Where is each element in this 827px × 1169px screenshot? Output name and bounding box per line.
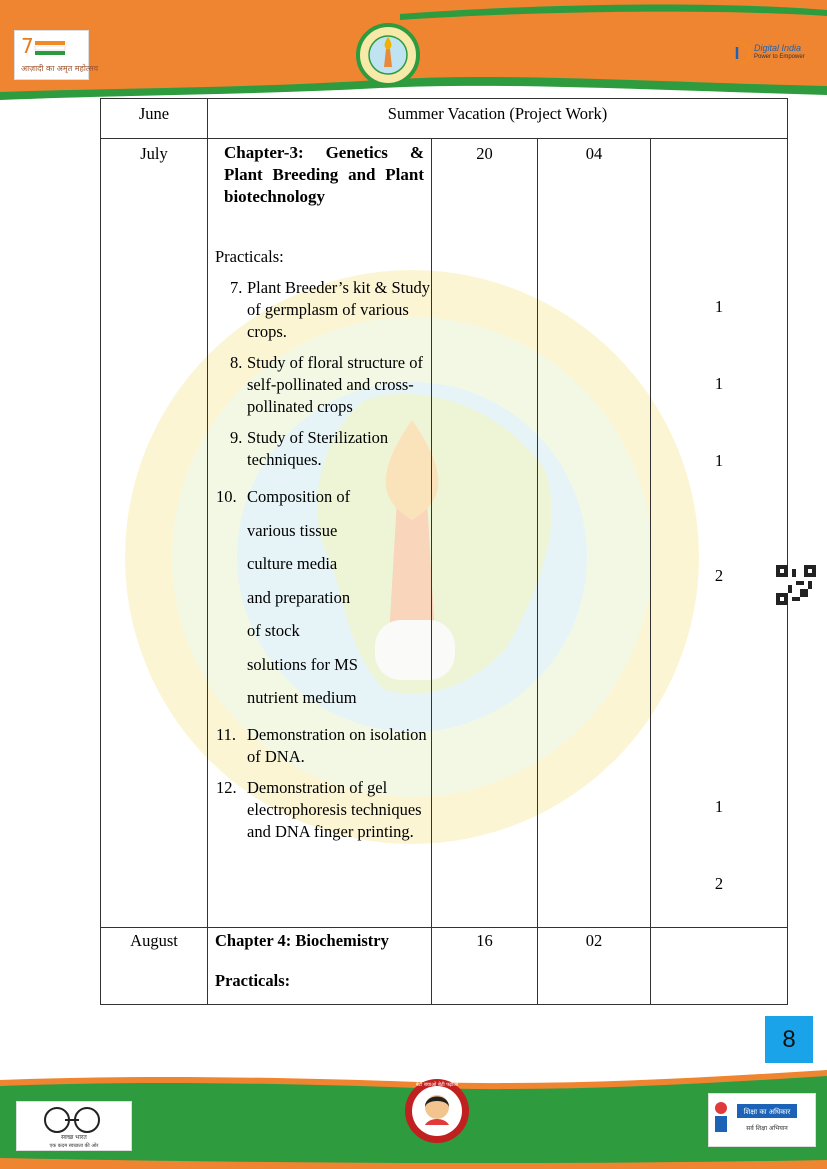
- list-item: 12. Demonstration of gel electrophoresis techniques and DNA finger printing.: [216, 777, 422, 841]
- page-number: 8: [765, 1016, 813, 1063]
- practical-periods-cell: 04: [538, 139, 651, 928]
- digital-india-logo: [734, 40, 804, 70]
- board-emblem-icon: [356, 23, 420, 87]
- swachh-bharat-logo: [16, 1101, 132, 1151]
- practical-count: 1: [714, 297, 724, 316]
- summer-vacation-cell: Summer Vacation (Project Work): [208, 99, 788, 139]
- svg-text:शिक्षा का अधिकार: शिक्षा का अधिकार: [743, 1108, 791, 1116]
- practical-count: 2: [714, 874, 724, 893]
- svg-text:7: 7: [21, 34, 34, 58]
- beti-bachao-logo: [403, 1077, 471, 1145]
- list-item: 10. Composition of various tissue culture media and preparation of stock solutions for MS nutrient medium: [216, 487, 358, 707]
- svg-text:स्वच्छ भारत: स्वच्छ भारत: [61, 1134, 87, 1141]
- month-cell: August: [101, 928, 208, 1005]
- chapter-title: Chapter 4: Biochemistry: [215, 931, 389, 950]
- digital-india-text: Digital India: [754, 43, 802, 53]
- practical-count: 2: [714, 566, 724, 585]
- table-row: [101, 928, 788, 1005]
- periods-cell: 16: [432, 928, 538, 1005]
- practical-count: 1: [714, 451, 724, 470]
- practicals-label: Practicals:: [215, 247, 284, 266]
- month-cell: July: [101, 139, 208, 928]
- practicals-list: [208, 277, 431, 843]
- practical-count: 1: [714, 797, 724, 816]
- list-item: 8. Study of floral structure of self-pollinated and cross-pollinated crops: [230, 353, 423, 416]
- svg-text:बेटी बचाओ बेटी पढ़ाओ: बेटी बचाओ बेटी पढ़ाओ: [415, 1082, 459, 1088]
- shiksha-ka-adhikar-logo: [708, 1093, 816, 1147]
- table-row: [101, 99, 788, 139]
- practicals-label: Practicals:: [215, 971, 291, 990]
- practical-count-cell: [651, 928, 788, 1005]
- svg-text:आज़ादी का अमृत महोत्सव: आज़ादी का अमृत महोत्सव: [21, 64, 99, 73]
- qr-code-icon: [776, 565, 816, 605]
- practical-count: 1: [714, 374, 724, 393]
- svg-text:एक कदम स्वच्छता की ओर: एक कदम स्वच्छता की ओर: [49, 1143, 99, 1149]
- topic-cell: [208, 928, 432, 1005]
- topic-cell: [208, 139, 432, 928]
- list-item: 11. Demonstration on isolation of DNA.: [216, 724, 427, 766]
- list-item: 9. Study of Sterilization techniques.: [230, 428, 389, 469]
- table-row: [101, 139, 788, 928]
- digital-india-sub: Power to Empower: [754, 54, 805, 60]
- month-cell: June: [101, 99, 208, 139]
- syllabus-table: [100, 98, 788, 1005]
- practical-count-cell: [651, 139, 788, 928]
- chapter-title: Chapter-3: Genetics & Plant Breeding and Plant biotechnology: [224, 143, 424, 206]
- periods-cell: 20: [432, 139, 538, 928]
- azadi-ka-amrit-mahotsav-logo: [14, 30, 99, 80]
- list-item: 7. Plant Breeder’s kit & Study of germplasm of various crops.: [230, 278, 431, 341]
- svg-text:सर्व शिक्षा अभियान: सर्व शिक्षा अभियान: [746, 1125, 788, 1132]
- practical-periods-cell: 02: [538, 928, 651, 1005]
